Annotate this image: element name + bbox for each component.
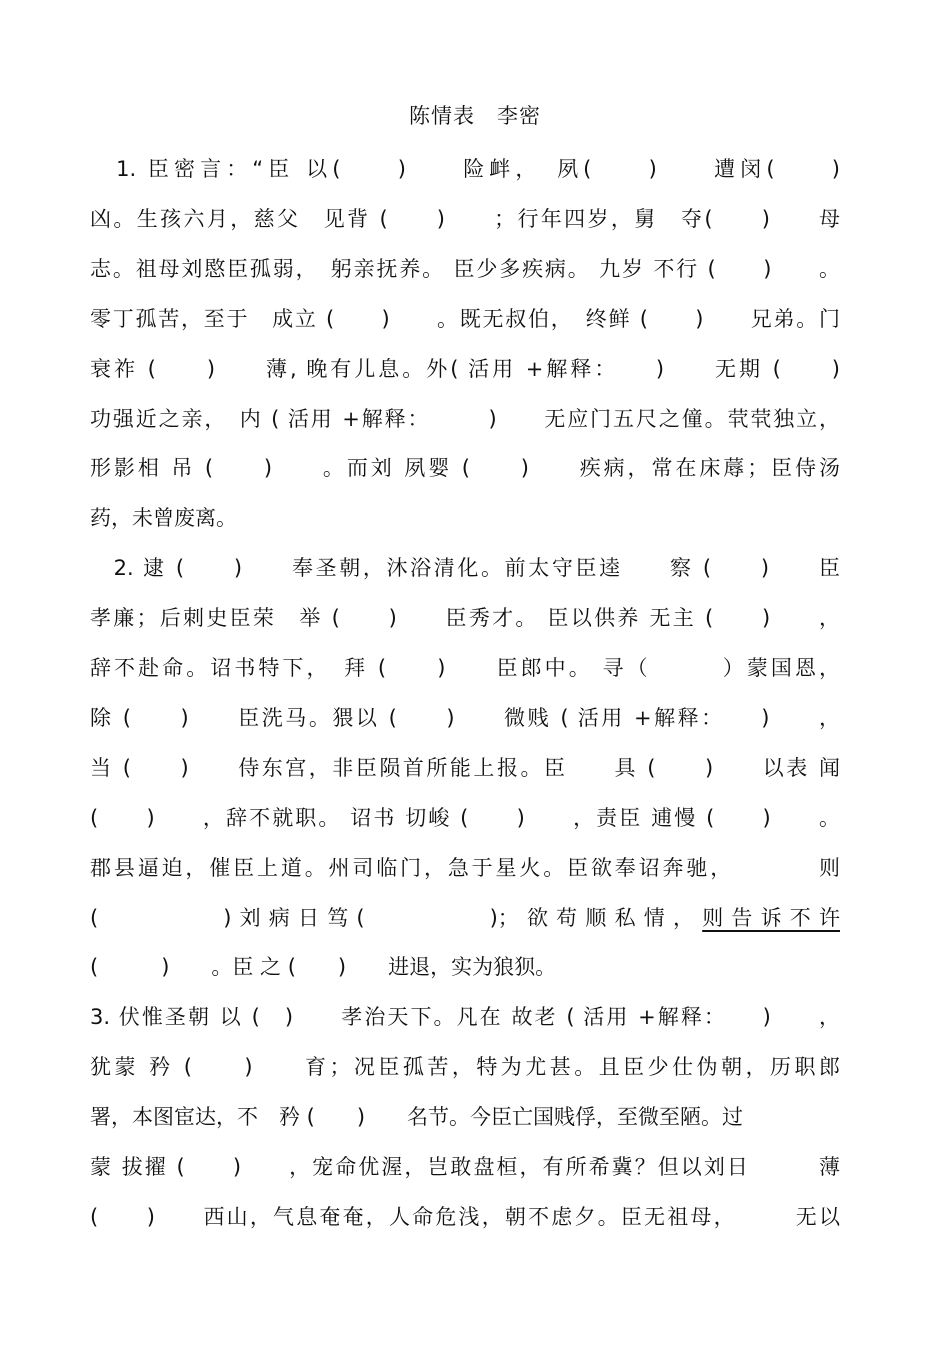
text-line — [90, 650, 840, 686]
line-text: 犹蒙 矜 ( ) 育；况臣孤苦，特为尤甚。且臣少仕伪朝，历职郎 — [90, 1055, 840, 1079]
text-line — [90, 900, 840, 936]
text-line — [90, 949, 840, 985]
line-text: 凶。生孩六月，慈父 见背 ( ) ；行年四岁，舅 夺( ) 母 — [90, 207, 840, 231]
line-text: ( ) 西山，气息奄奄，人命危浅，朝不虑夕。臣无祖母， 无以 — [90, 1205, 840, 1229]
line-text: 2. 逮 ( ) 奉圣朝，沐浴清化。前太守臣逵 察 ( ) 臣 — [90, 556, 840, 580]
text-line — [90, 1099, 840, 1135]
text-line — [90, 750, 840, 786]
text-line — [90, 301, 840, 337]
text-line — [90, 450, 840, 486]
text-line — [90, 201, 840, 237]
line-text: 3. 伏惟圣朝 以 ( ) 孝治天下。凡在 故老 ( 活用 +解释： ) ， — [90, 1005, 840, 1029]
line-text: 零丁孤苦，至于 成立 ( ) 。既无叔伯， 终鲜 ( ) 兄弟。门 — [90, 307, 840, 331]
text-line — [90, 800, 840, 836]
line-text: ( ) 。臣 之 ( ) 进退，实为狼狈。 — [90, 955, 557, 979]
line-text: 志。祖母刘愍臣孤弱， 躬亲抚养。 臣少多疾病。 九岁 不行 ( ) 。 — [90, 257, 840, 281]
text-line — [90, 251, 840, 287]
line-text: 署，本图宦达，不 矜 ( ) 名节。今臣亡国贱俘，至微至陋。过 — [90, 1105, 744, 1129]
line-text: 功强近之亲， 内 ( 活用 +解释： ) 无应门五尺之僮。茕茕独立， — [90, 407, 840, 431]
line-text: 蒙 拔擢 ( ) ，宠命优渥，岂敢盘桓，有所希冀？但以刘日 薄 — [90, 1155, 840, 1179]
text-line — [90, 550, 840, 586]
text-line — [90, 151, 840, 187]
line-text: 孝廉；后刺史臣荣 举 ( ) 臣秀才。 臣以供养 无主 ( ) ， — [90, 606, 840, 630]
text-line — [90, 1149, 840, 1185]
line-text: 形影相 吊 ( ) 。而刘 夙婴 ( ) 疾病，常在床蓐；臣侍汤 — [90, 456, 840, 480]
text-line — [90, 401, 840, 437]
text-line — [90, 1199, 840, 1235]
text-line — [90, 600, 840, 636]
line-text: 辞不赴命。诏书特下， 拜 ( ) 臣郎中。 寻（ ）蒙国恩， — [90, 656, 840, 680]
document-title: 陈情表 李密 — [409, 104, 541, 128]
line-text: ( )刘病日笃( )；欲苟顺私情， — [90, 906, 703, 930]
text-line — [90, 500, 840, 536]
line-text: 衰祚 ( ) 薄, 晚有儿息。外( 活用 +解释： ) 无期 ( ) — [90, 357, 840, 381]
line-text: 除 ( ) 臣洗马。猥以 ( ) 微贱 ( 活用 +解释： ) ， — [90, 706, 840, 730]
text-line — [90, 1049, 840, 1085]
line-text: 1. 臣密言：“臣 以( ) 险衅， 夙( ) 遭闵( ) — [90, 157, 840, 181]
line-text: 郡县逼迫，催臣上道。州司临门，急于星火。臣欲奉诏奔驰， 则 — [90, 856, 840, 880]
line-text: ( ) ，辞不就职。 诏书 切峻 ( ) ，责臣 逋慢 ( ) 。 — [90, 806, 840, 830]
text-line — [90, 850, 840, 886]
text-line — [90, 999, 840, 1035]
line-text: 当 ( ) 侍东宫，非臣陨首所能上报。臣 具 ( ) 以表 闻 — [90, 756, 840, 780]
underlined-phrase: 则告诉不许 — [702, 906, 840, 930]
text-line — [90, 351, 840, 387]
text-line — [90, 700, 840, 736]
line-text: 药，未曾废离。 — [90, 506, 237, 530]
